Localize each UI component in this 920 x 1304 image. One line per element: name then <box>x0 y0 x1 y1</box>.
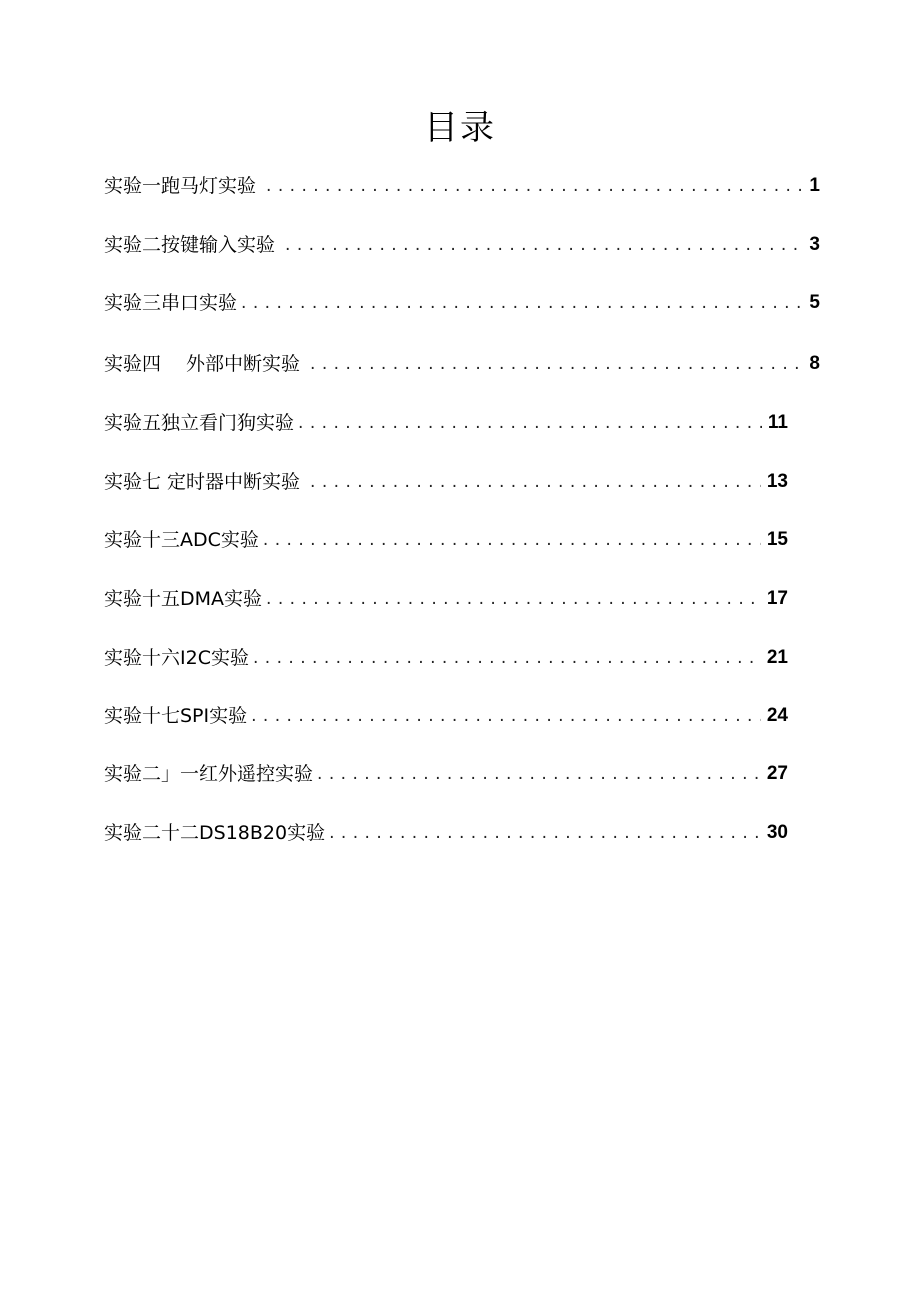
toc-entry-page: 15 <box>766 529 788 550</box>
toc-entry-page: 3 <box>809 234 820 255</box>
toc-entry-title: 实验十六I2C实验 <box>104 647 249 669</box>
dot-leader <box>253 643 761 673</box>
toc-entry-title: 实验四 外部中断实验 <box>104 353 301 375</box>
toc-entry-page: 1 <box>809 175 820 196</box>
toc-entry-page: 11 <box>767 412 788 433</box>
dot-leader <box>266 584 761 614</box>
toc-entry-title: 实验七 定时器中断实验 <box>104 471 301 493</box>
toc-entry[interactable] <box>104 349 820 379</box>
dot-leader <box>310 349 803 379</box>
toc-entry[interactable] <box>104 818 788 848</box>
page-title: 目录 <box>424 108 496 148</box>
toc-entry-page: 27 <box>766 763 788 784</box>
dot-leader <box>251 701 761 731</box>
toc-entry-title: 实验二」一红外遥控实验 <box>104 763 314 785</box>
toc-entry[interactable] <box>104 467 788 497</box>
toc-entry[interactable] <box>104 643 788 673</box>
toc-entry-title: 实验十三ADC实验 <box>104 529 259 551</box>
toc-entry-title: 实验二十二DS18B20实验 <box>104 822 326 844</box>
dot-leader <box>317 759 761 789</box>
toc-entry[interactable] <box>104 230 820 260</box>
toc-entry[interactable] <box>104 288 820 318</box>
dot-leader <box>263 525 761 555</box>
toc-entry-page: 24 <box>766 705 788 726</box>
toc-entry-page: 5 <box>809 292 820 313</box>
toc-entry[interactable] <box>104 701 788 731</box>
toc-entry-title: 实验三串口实验 <box>104 292 238 314</box>
dot-leader <box>329 818 761 848</box>
dot-leader <box>310 467 761 497</box>
dot-leader <box>266 171 803 201</box>
toc-entry-title: 实验二按键输入实验 <box>104 234 276 256</box>
dot-leader <box>285 230 803 260</box>
toc-entry-title: 实验五独立看门狗实验 <box>104 412 295 434</box>
dot-leader <box>241 288 803 318</box>
toc-entry-title: 实验十五DMA实验 <box>104 588 263 610</box>
toc-entry-title: 实验一跑马灯实验 <box>104 175 257 197</box>
dot-leader <box>298 408 762 438</box>
toc-entry-page: 17 <box>766 588 788 609</box>
toc-entry-title: 实验十七SPI实验 <box>104 705 248 727</box>
toc-entry-page: 30 <box>766 822 788 843</box>
toc-entry-page: 21 <box>766 647 788 668</box>
toc-entry[interactable] <box>104 171 820 201</box>
toc-entry[interactable] <box>104 525 788 555</box>
toc-entry[interactable] <box>104 408 788 438</box>
toc-entry[interactable] <box>104 584 788 614</box>
toc-entry-page: 8 <box>809 353 820 374</box>
toc-entry[interactable] <box>104 759 788 789</box>
toc-entry-page: 13 <box>766 471 788 492</box>
